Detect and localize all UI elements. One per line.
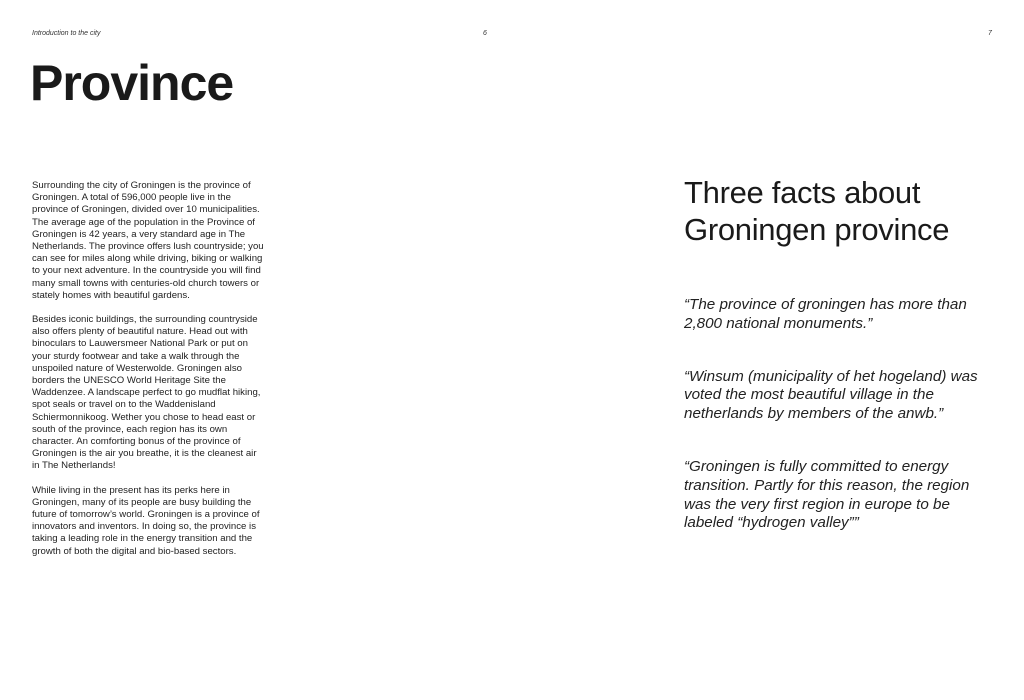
facts-list [684, 296, 999, 533]
body-paragraph: Besides iconic buildings, the surrounding countryside also offers plenty of beautiful nature. Head out with binoculars to Lauwersmeer National Park or put on your sturdy footwear and take a walk through the unspoiled nature of Westerwolde. Groningen also borders the UNESCO World Heritage Site the Waddenzee. A landscape perfect to go mudflat hiking, spot seals or travel on to the Waddenisland Schiermonnikoog. Wether you chose to head east or south of the province, each region has its own character. An comforting bonus of the province of Groningen is the air you breathe, it is the cleanest air in The Netherlands! [32, 314, 261, 472]
page-number-right: 7 [988, 30, 992, 37]
body-paragraph: While living in the present has its perks here in Groningen, many of its people are busy building the future of tomorrow’s world. Groningen is a province of innovators and inventors. In doing so, the province is taking a leading role in the energy transition and the growth of both the digital and bio-based sectors. [32, 484, 260, 557]
facts-heading: Three facts about Groningen province [684, 175, 950, 247]
running-head-section: Introduction to the city [32, 30, 101, 37]
fact-quote: “The province of groningen has more than 2,800 national monuments.” [684, 296, 967, 332]
page-title: Province [30, 55, 234, 111]
body-paragraph: Surrounding the city of Groningen is the province of Groningen. A total of 596,000 people live in the province of Groningen, divided over 10 municipalities. The average age of the population in the Province of Groningen is 42 years, a very standard age in The Netherlands. The province offers lush countryside; you can see for miles along while driving, biking or walking to your next adventure. In the countryside you will find many small towns with centuries-old church towers or stately homes with beautiful gardens. [32, 180, 264, 301]
page-number-left: 6 [483, 30, 487, 37]
body-text-column [32, 180, 264, 570]
fact-quote: “Winsum (municipality of het hogeland) was voted the most beautiful village in the netherlands by members of the anwb.” [684, 367, 978, 423]
fact-quote: “Groningen is fully committed to energy transition. Partly for this reason, the region was the very first region in europe to be labeled “hydrogen valley”” [684, 457, 970, 532]
